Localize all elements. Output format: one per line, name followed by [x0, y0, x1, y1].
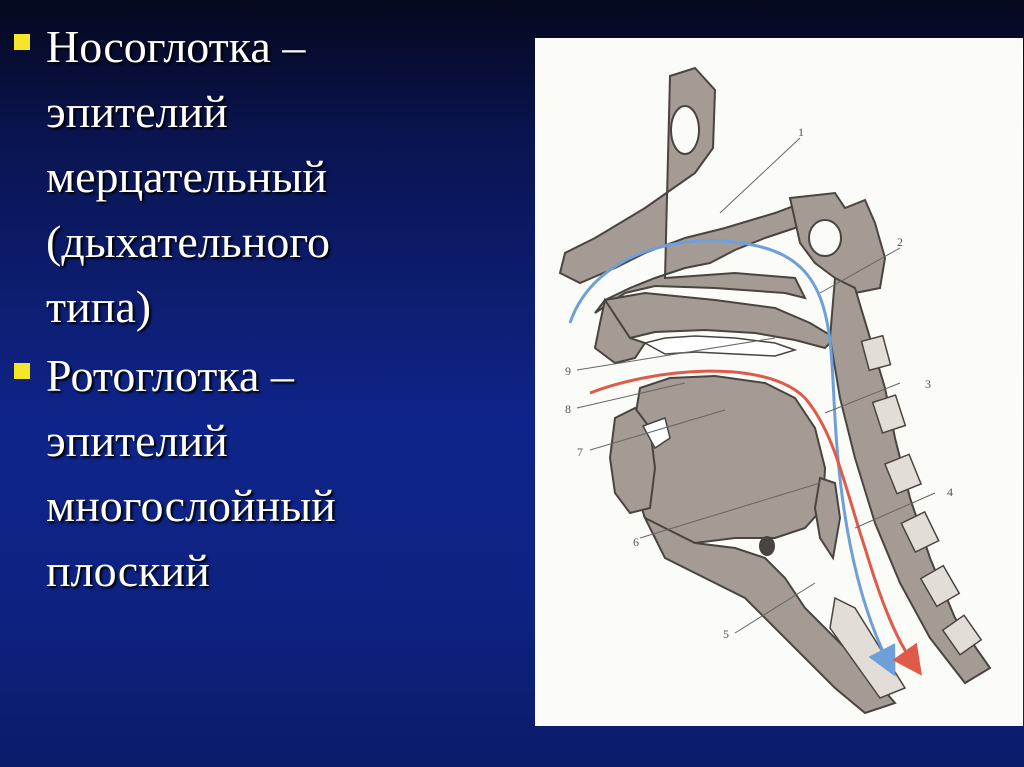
bullet-text	[46, 14, 330, 339]
figure-label: 4	[947, 485, 953, 499]
tongue-shape	[633, 376, 825, 543]
figure-label: 9	[565, 364, 571, 378]
bullet-line: многослойный	[46, 480, 336, 531]
figure-label: 7	[577, 445, 583, 459]
bullet-nasopharynx	[14, 14, 514, 339]
pharynx-diagram	[535, 38, 1023, 726]
bullet-square-icon	[14, 363, 30, 379]
hyoid-bone-shape	[759, 536, 775, 556]
bullet-line: (дыхательного	[46, 216, 331, 267]
pharynx-section-svg	[535, 38, 1023, 726]
bullet-line: Носоглотка –	[46, 21, 306, 72]
figure-label: 5	[723, 627, 729, 641]
figure-label: 6	[633, 535, 639, 549]
bullet-line: мерцательный	[46, 151, 327, 202]
frontal-sinus-shape	[671, 106, 699, 154]
figure-label: 3	[925, 377, 931, 391]
figure-label: 2	[897, 235, 903, 249]
bullet-square-icon	[14, 34, 30, 50]
bullet-line: эпителий	[46, 86, 228, 137]
bullet-line: Ротоглотка –	[46, 350, 294, 401]
bullet-line: плоский	[46, 545, 210, 596]
epiglottis-shape	[815, 478, 840, 558]
sphenoid-sinus-shape	[809, 220, 841, 256]
bullet-line: эпителий	[46, 415, 228, 466]
figure-label: 8	[565, 402, 571, 416]
leader-line	[720, 138, 800, 213]
bullet-text	[46, 343, 336, 603]
slide-text	[14, 14, 514, 607]
bullet-oropharynx	[14, 343, 514, 603]
figure-label: 1	[798, 125, 804, 139]
bullet-line: типа)	[46, 281, 152, 332]
upper-teeth-shape	[645, 336, 795, 356]
